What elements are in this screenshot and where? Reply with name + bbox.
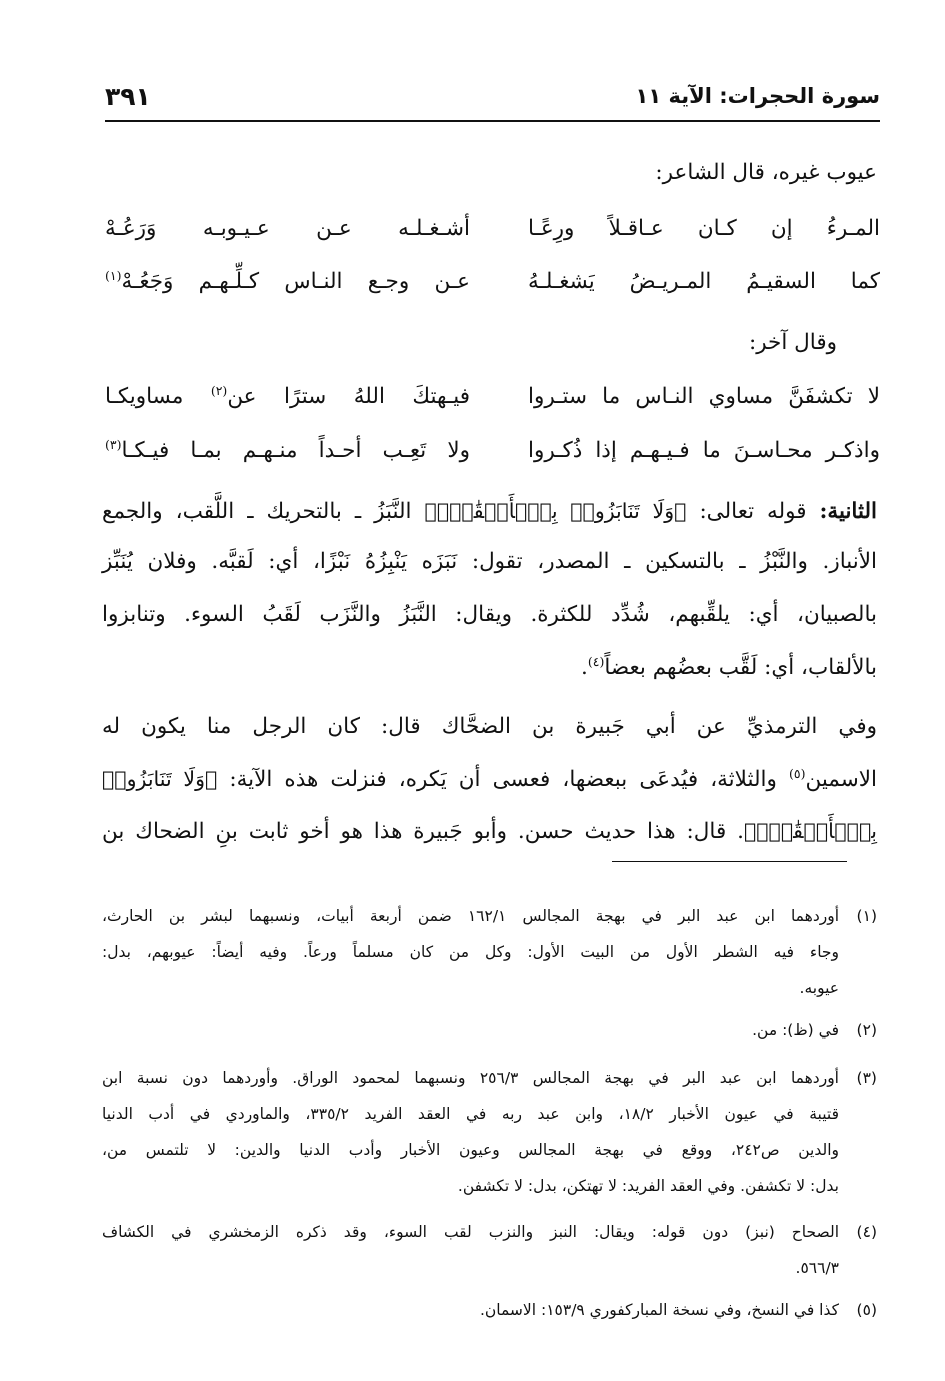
hemistich-left: أشـغـلـه عـن عـيـوبـه وَرَعُـهْ <box>105 216 470 241</box>
footnote-text: كذا في النسخ، وفي نسخة المباركفوري ١٥٣/٩: الاسمان. <box>479 1301 839 1319</box>
hemistich-text-b: مساويكـا <box>105 384 211 409</box>
footnote-4 <box>102 1218 877 1246</box>
footnote-3-line-3: والدين ص٢٤٢، ووقع في بهجة المجالس وعيون الأخبار وأدب الدنيا والدين: لا تلتمس من، <box>102 1141 839 1159</box>
page-header <box>105 80 880 122</box>
footnote-3-line-4: بدل: لا تكشفن. وفي العقد الفريد: لا تهتكن، بدل: لا تكشفن. <box>457 1177 839 1195</box>
running-title: سورة الحجرات: الآية ١١ <box>635 84 880 108</box>
hemistich-text: عـن وجـع النـاس كـلِّـهـم وَجَعُـهْ <box>121 269 470 294</box>
poem1-verse-2 <box>105 267 880 299</box>
text-segment: قوله تعالى: <box>686 499 820 524</box>
hemistich-left <box>105 382 470 412</box>
footnote-text: أوردهما ابن عبد البر في بهجة المجالس ١٦٢/١ ضمن أربعة أبيات، ونسبهما لبشر بن الحارث، <box>102 907 839 925</box>
footnote-separator <box>612 861 847 862</box>
footnote-ref-3: (٣) <box>105 436 122 452</box>
hemistich-right: كما السقيـمُ المـريـضُ يَشغـلـهُ <box>528 269 880 294</box>
footnote-2 <box>102 1016 877 1044</box>
poem2-verse-1 <box>105 382 880 414</box>
hemistich-text-a: ولا تَعِـب أحـداً منـهـم بمـا فيـكـا <box>121 438 470 463</box>
footnote-4-line-2: ٥٦٦/٣. <box>795 1259 839 1277</box>
hemistich-left <box>105 267 470 297</box>
footnote-ref-2: (٢) <box>210 382 228 398</box>
footnote-number: (٤) <box>856 1223 877 1241</box>
text-segment: بالألقاب، أي: لَقَّب بعضُهم بعضاً <box>604 655 877 680</box>
footnote-ref-1: (١) <box>105 267 122 283</box>
section-label: الثانية: <box>819 499 877 524</box>
footnote-ref-5: (٥) <box>788 765 806 781</box>
tirmidhi-line-1: وفي الترمذيِّ عن أبي جَبيرة بن الضحَّاك قال: كان الرجل منا يكون له <box>102 714 877 739</box>
footnote-text: الصحاح (نبز) دون قوله: ويقال: النبز والنزب لقب السوء، وقد ذكره الزمخشري في الكشاف <box>102 1223 839 1241</box>
hemistich-right: لا تكشفَنَّ مساوي النـاس ما ستـروا <box>528 384 880 409</box>
second-para-line-3: بالصبيان، أي: يلقِّبهم، شُدِّد للكثرة. ويقال: النَّبَزُ والنَّزَب لَقَبُ السوء. وتنابزوا <box>102 602 877 627</box>
footnote-5 <box>102 1296 877 1324</box>
footnote-1 <box>102 902 877 930</box>
page-number: ٣٩١ <box>105 82 151 111</box>
hemistich-right: المـرءُ إن كـان عـاقـلاً ورِعًـا <box>528 216 880 241</box>
hemistich-text-a: فيـهتكَ اللهُ سترًا عن <box>227 384 470 409</box>
text-segment: . قال: هذا حديث حسن. وأبو جَبيرة هذا هو أخو ثابت بنِ الضحاك بن <box>102 819 744 844</box>
footnote-number: (١) <box>856 907 877 925</box>
footnote-1-line-2: وجاء فيه الشطر الأول من البيت الأول: وكل من كان مسلماً ورعاً. وفيه أيضاً: عيوبهم، بدل: <box>102 943 839 961</box>
tirmidhi-line-2 <box>102 764 877 795</box>
footnote-3 <box>102 1064 877 1092</box>
footnote-1-line-3: عيوبه. <box>799 979 839 997</box>
quran-quote: ﴿وَلَا تَنَابَزُوا۟ <box>102 767 218 791</box>
footnote-ref-4: (٤) <box>587 653 605 669</box>
hemistich-left <box>105 436 470 466</box>
footnote-number: (٣) <box>856 1069 877 1087</box>
poem1-verse-1 <box>105 214 880 246</box>
hemistich-right: واذكـر محـاسـنَ ما فـيـهـم إذا ذُكـروا <box>528 438 880 463</box>
footnote-number: (٢) <box>856 1021 877 1039</box>
text-segment: الاسمين <box>805 767 877 792</box>
footnote-text: أوردهما ابن عبد البر في بهجة المجالس ٢٥٦/٣ ونسبهما لمحمود الوراق. وأوردهما دون نسبة ابن <box>102 1069 839 1087</box>
quran-quote: بِٱلۡأَلۡقَٰبِۖ﴾ <box>743 819 877 843</box>
intro-line: عيوب غيره، قال الشاعر: <box>655 160 877 185</box>
second-para-line-1 <box>102 496 877 527</box>
footnote-text: في (ظ): من. <box>752 1021 839 1039</box>
poem2-verse-2 <box>105 436 880 468</box>
text-segment: . <box>581 655 588 680</box>
intro2-line: وقال آخر: <box>748 330 837 355</box>
footnote-number: (٥) <box>856 1301 877 1319</box>
second-para-line-4 <box>102 653 877 683</box>
footnote-3-line-2: قتيبة في عيون الأخبار ١٨/٢، وابن عبد ربه في العقد الفريد ٣٣٥/٢، والماوردي في أدب الدنيا <box>102 1105 839 1123</box>
text-segment: النَّبَزُ ـ بالتحريك ـ اللَّقب، والجمع <box>102 499 425 524</box>
tirmidhi-line-3 <box>102 816 877 847</box>
quran-quote: ﴿وَلَا تَنَابَزُوا۟ بِٱلۡأَلۡقَٰبِۖ﴾ <box>424 499 687 523</box>
second-para-line-2: الأنباز. والنَّبْزُ ـ بالتسكين ـ المصدر، تقول: نَبَزَه يَنْبِزُهُ نَبْزًا، أي: لَقبَّه. وفلان يُنَبِّز <box>102 549 877 574</box>
text-segment: والثلاثة، فيُدعَى ببعضها، فعسى أن يَكره، فنزلت هذه الآية: <box>217 767 789 792</box>
